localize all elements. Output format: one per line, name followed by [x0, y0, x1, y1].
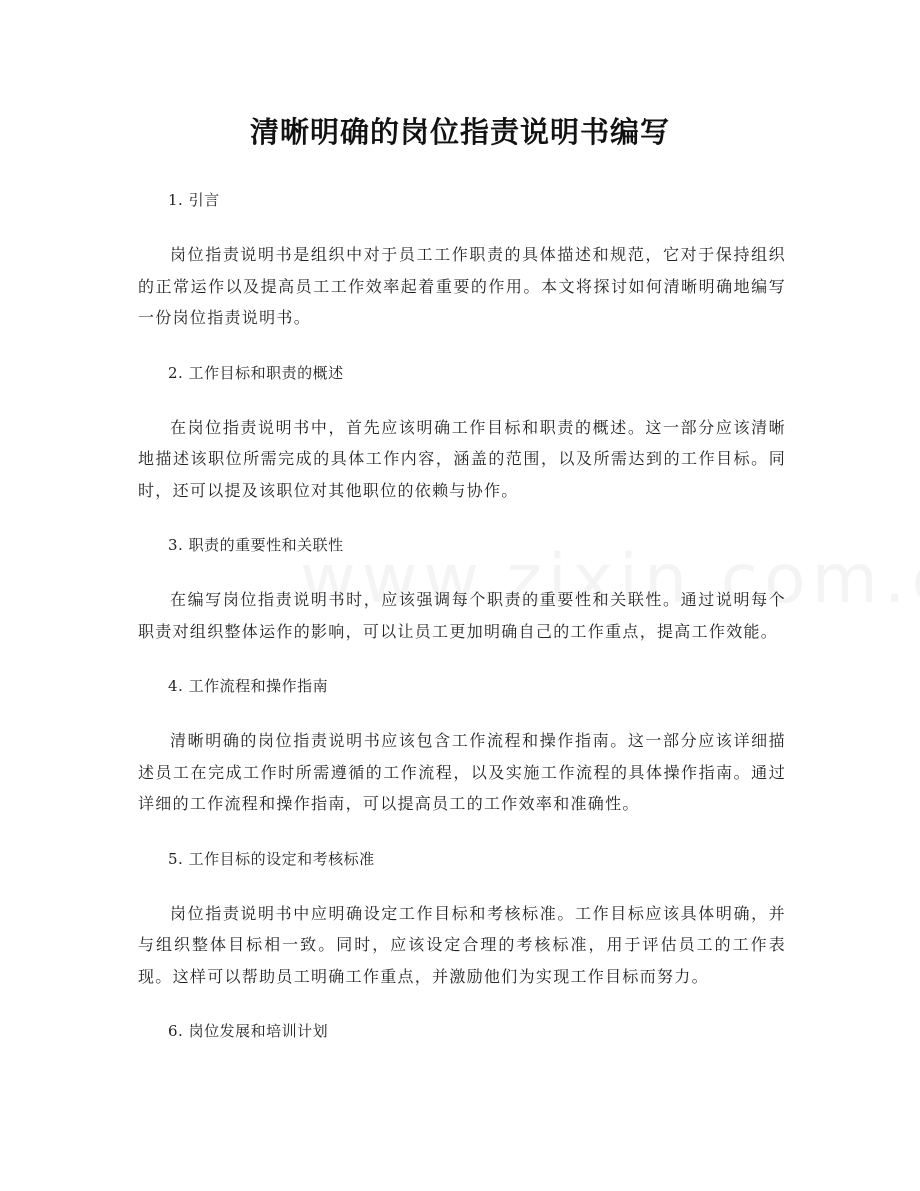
section-heading-1: 1. 引言	[168, 191, 220, 209]
document-body	[138, 185, 786, 1070]
document-title: 清晰明确的岗位指责说明书编写	[249, 115, 670, 149]
section-heading-4: 4. 工作流程和操作指南	[168, 677, 329, 695]
section-paragraph-4: 清晰明确的岗位指责说明书应该包含工作流程和操作指南。这一部分应该详细描述员工在完成工作时所需遵循的工作流程，以及实施工作流程的具体操作指南。通过详细的工作流程和操作指南，可以提高员工的工作效率和准确性。	[138, 731, 786, 813]
section-heading-5: 5. 工作目标的设定和考核标准	[168, 849, 375, 868]
section-heading-3: 3. 职责的重要性和关联性	[168, 536, 344, 554]
section-paragraph-3: 在编写岗位指责说明书时，应该强调每个职责的重要性和关联性。通过说明每个职责对组织整体运作的影响，可以让员工更加明确自己的工作重点，提高工作效能。	[138, 590, 786, 641]
section-paragraph-2: 在岗位指责说明书中，首先应该明确工作目标和职责的概述。这一部分应该清晰地描述该职位所需完成的具体工作内容，涵盖的范围，以及所需达到的工作目标。同时，还可以提及该职位对其他职位的依赖与协作。	[138, 417, 786, 500]
section-heading-6: 6. 岗位发展和培训计划	[168, 1022, 329, 1040]
section-paragraph-5: 岗位指责说明书中应明确设定工作目标和考核标准。工作目标应该具体明确，并与组织整体目标相一致。同时，应该设定合理的考核标准，用于评估员工的工作表现。这样可以帮助员工明确工作重点，并激励他们为实现工作目标而努力。	[138, 903, 786, 986]
section-heading-2: 2. 工作目标和职责的概述	[168, 363, 344, 382]
section-paragraph-1: 岗位指责说明书是组织中对于员工工作职责的具体描述和规范，它对于保持组织的正常运作以及提高员工工作效率起着重要的作用。本文将探讨如何清晰明确地编写一份岗位指责说明书。	[138, 245, 786, 327]
